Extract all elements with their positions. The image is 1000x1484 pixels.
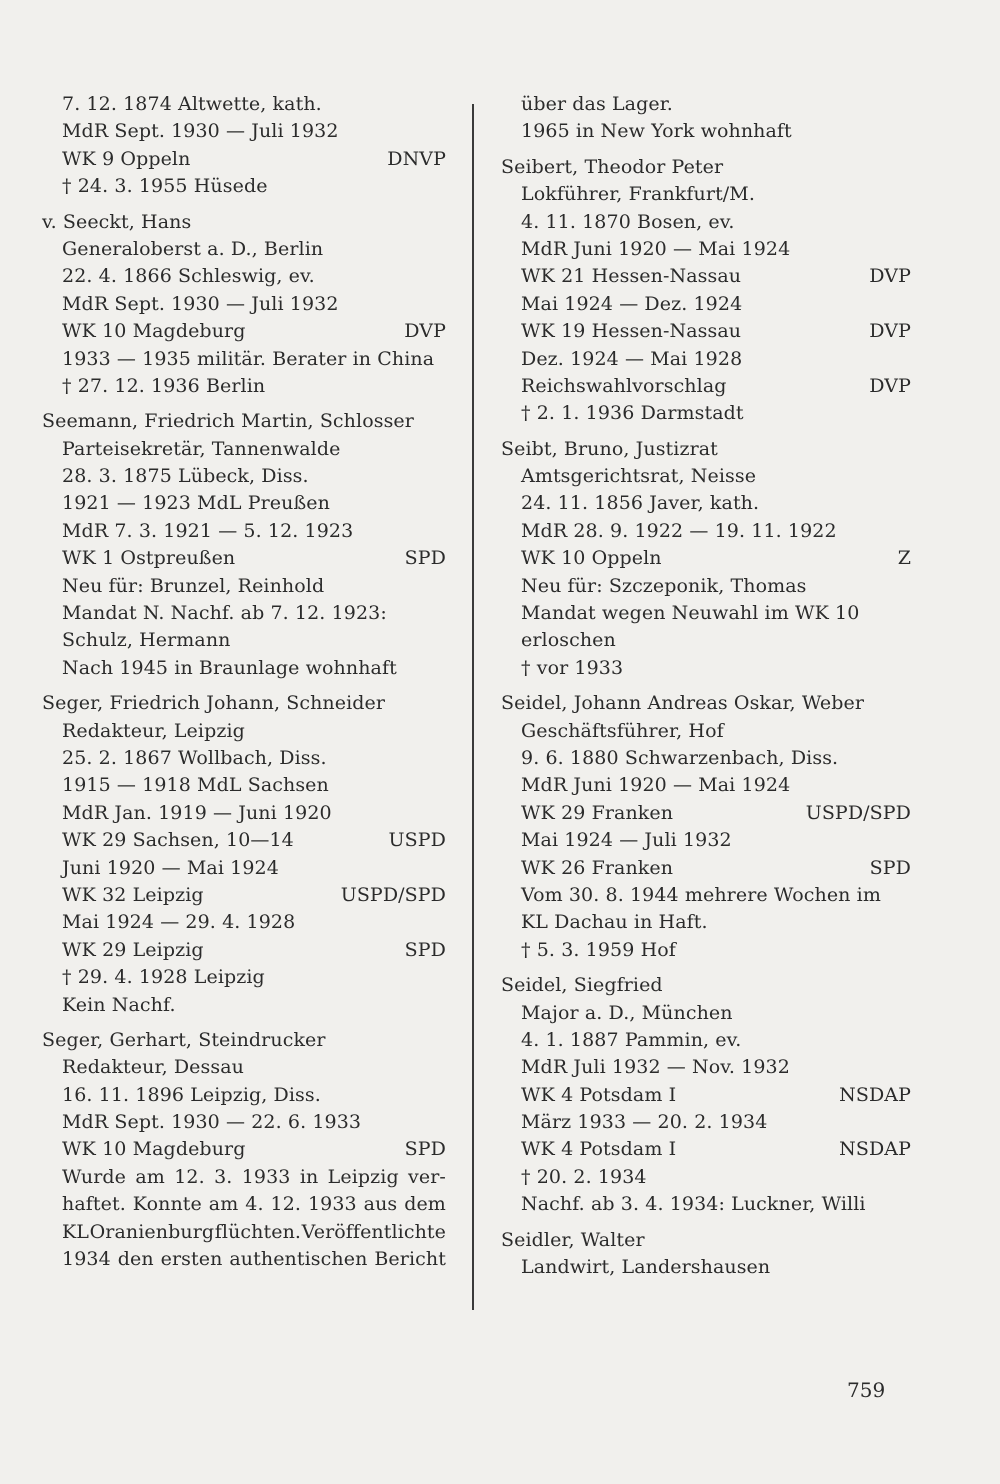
entry-line — [501, 1054, 911, 1081]
party-label: USPD/SPD — [805, 801, 911, 824]
line-text: 25. 2. 1867 Wollbach, Diss. — [62, 746, 327, 769]
entry-line — [501, 1000, 911, 1027]
line-text: 1921 — 1923 MdL Preußen — [62, 492, 330, 515]
entry-line — [501, 937, 911, 964]
entry-name — [501, 154, 911, 181]
line-text: Vom 30. 8. 1944 mehrere Wochen im — [521, 883, 881, 906]
biography-entry — [42, 91, 446, 201]
line-text: 22. 4. 1866 Schleswig, ev. — [62, 265, 315, 288]
line-text: WK 10 Magdeburg — [62, 320, 246, 343]
entry-line — [42, 772, 446, 799]
entry-line — [42, 463, 446, 490]
biography-entry — [42, 408, 446, 682]
line-text: Seger, Friedrich Johann, Schneider — [42, 692, 386, 715]
line-text: 1933 — 1935 militär. Berater in China — [62, 347, 435, 370]
entry-line — [42, 1191, 446, 1218]
entry-line — [501, 545, 911, 572]
party-label: DVP — [869, 374, 911, 397]
entry-line — [42, 373, 446, 400]
entry-line — [501, 1164, 911, 1191]
line-text: WK 4 Potsdam I — [521, 1083, 677, 1106]
entry-line — [501, 490, 911, 517]
justified-text: haftet. Konnte am 4. 12. 1933 aus dem — [62, 1193, 446, 1216]
entry-line — [42, 146, 446, 173]
line-text: 28. 3. 1875 Lübeck, Diss. — [62, 465, 309, 488]
entry-name — [42, 408, 446, 435]
line-text: WK 29 Leipzig — [62, 938, 204, 961]
entry-spacer — [42, 682, 446, 690]
line-text: 7. 12. 1874 Altwette, kath. — [62, 93, 322, 115]
entry-line — [42, 1164, 446, 1191]
party-label: NSDAP — [839, 1083, 911, 1106]
entry-line — [501, 400, 911, 427]
line-text: 24. 11. 1856 Javer, kath. — [521, 492, 760, 515]
party-label: USPD/SPD — [340, 883, 446, 906]
entry-line — [501, 263, 911, 290]
entry-line — [501, 118, 911, 145]
entry-spacer — [501, 964, 911, 972]
line-text: Dez. 1924 — Mai 1928 — [521, 347, 743, 370]
biography-entry — [501, 436, 911, 683]
entry-line — [501, 909, 911, 936]
line-text: März 1933 — 20. 2. 1934 — [521, 1111, 768, 1134]
entry-line — [501, 291, 911, 318]
entry-line — [42, 490, 446, 517]
entry-line — [501, 1109, 911, 1136]
entry-spacer — [42, 201, 446, 209]
entry-line — [501, 1191, 911, 1218]
entry-spacer — [501, 1219, 911, 1227]
page-number: 759 — [847, 1378, 886, 1402]
line-text: Nach 1945 in Braunlage wohnhaft — [62, 656, 397, 679]
line-text: 16. 11. 1896 Leipzig, Diss. — [62, 1083, 321, 1106]
entry-line — [42, 800, 446, 827]
entry-line — [42, 173, 446, 200]
entry-line — [501, 600, 911, 627]
line-text: Major a. D., München — [521, 1001, 733, 1024]
line-text: Landwirt, Landershausen — [521, 1256, 771, 1279]
biography-entry — [42, 1027, 446, 1274]
entry-spacer — [42, 1019, 446, 1027]
entry-line — [42, 1246, 446, 1273]
line-text: Mai 1924 — Dez. 1924 — [521, 292, 743, 315]
line-text: MdR 28. 9. 1922 — 19. 11. 1922 — [521, 519, 837, 542]
line-text: Parteisekretär, Tannenwalde — [62, 437, 341, 460]
entry-line — [42, 1109, 446, 1136]
line-text: KL Dachau in Haft. — [521, 911, 708, 934]
line-text: WK 29 Franken — [521, 801, 674, 824]
entry-line — [42, 992, 446, 1019]
entry-name — [42, 1027, 446, 1054]
entry-line — [42, 346, 446, 373]
party-label: DNVP — [387, 147, 446, 170]
line-text: Redakteur, Dessau — [62, 1056, 244, 1079]
line-text: Reichswahlvorschlag — [521, 374, 727, 397]
entry-name — [42, 690, 446, 717]
line-text: Mandat wegen Neuwahl im WK 10 — [521, 602, 860, 625]
line-text: Seidel, Siegfried — [501, 974, 663, 997]
line-text: 1915 — 1918 MdL Sachsen — [62, 774, 329, 797]
entry-line — [501, 827, 911, 854]
line-text: WK 26 Franken — [521, 856, 674, 879]
line-text: † 2. 1. 1936 Darmstadt — [521, 402, 744, 425]
party-label: SPD — [404, 1138, 446, 1161]
entry-line — [42, 1054, 446, 1081]
entry-line — [42, 718, 446, 745]
line-text: Generaloberst a. D., Berlin — [62, 237, 324, 260]
entry-name — [501, 436, 911, 463]
line-text: MdR Jan. 1919 — Juni 1920 — [62, 801, 332, 824]
line-text: WK 10 Oppeln — [521, 547, 662, 570]
line-text: Kein Nachf. — [62, 993, 176, 1016]
entry-line — [501, 800, 911, 827]
entry-line — [42, 91, 446, 118]
line-text: † 27. 12. 1936 Berlin — [62, 374, 266, 397]
party-label: SPD — [404, 938, 446, 961]
justified-text: KL Oranienburg flüchten. Veröffentlichte — [62, 1220, 446, 1243]
entry-line — [501, 627, 911, 654]
party-label: SPD — [869, 856, 911, 879]
entry-line — [501, 655, 911, 682]
entry-name — [42, 209, 446, 236]
justified-text: 1934 den ersten authentischen Bericht — [62, 1248, 446, 1271]
line-text: Juni 1920 — Mai 1924 — [62, 856, 279, 879]
party-label: DVP — [869, 265, 911, 288]
entry-line — [42, 263, 446, 290]
line-text: Schulz, Hermann — [62, 629, 231, 652]
entry-line — [42, 655, 446, 682]
entry-line — [501, 318, 911, 345]
line-text: WK 29 Sachsen, 10—14 — [62, 829, 294, 852]
party-label: NSDAP — [839, 1138, 911, 1161]
entry-line — [501, 181, 911, 208]
entry-line — [501, 346, 911, 373]
entry-line — [42, 909, 446, 936]
left-column — [42, 91, 446, 1273]
entry-line — [42, 573, 446, 600]
right-column — [501, 91, 911, 1281]
entry-line — [42, 118, 446, 145]
entry-line — [42, 436, 446, 463]
entry-line — [501, 1027, 911, 1054]
entry-line — [501, 209, 911, 236]
line-text: Nachf. ab 3. 4. 1934: Luckner, Willi — [521, 1193, 866, 1216]
entry-line — [42, 318, 446, 345]
party-label: USPD — [388, 829, 446, 852]
line-text: Seidler, Walter — [501, 1228, 645, 1251]
line-text: MdR Sept. 1930 — 22. 6. 1933 — [62, 1111, 362, 1134]
column-divider — [472, 104, 474, 1310]
line-text: MdR Juni 1920 — Mai 1924 — [521, 237, 791, 260]
entry-spacer — [501, 146, 911, 154]
entry-line — [501, 463, 911, 490]
line-text: 4. 1. 1887 Pammin, ev. — [521, 1028, 742, 1051]
entry-line — [42, 545, 446, 572]
line-text: Seibert, Theodor Peter — [501, 155, 724, 178]
entry-line — [42, 1136, 446, 1163]
entry-line — [501, 236, 911, 263]
line-text: † vor 1933 — [521, 656, 624, 679]
entry-name — [501, 690, 911, 717]
line-text: Seger, Gerhart, Steindrucker — [42, 1028, 326, 1051]
line-text: 9. 6. 1880 Schwarzenbach, Diss. — [521, 746, 839, 769]
line-text: v. Seeckt, Hans — [42, 210, 192, 233]
party-label: SPD — [404, 547, 446, 570]
entry-line — [42, 1082, 446, 1109]
biography-entry — [42, 209, 446, 401]
line-text: † 24. 3. 1955 Hüsede — [62, 175, 268, 198]
line-text: MdR 7. 3. 1921 — 5. 12. 1923 — [62, 519, 354, 542]
justified-text: Wurde am 12. 3. 1933 in Leipzig ver- — [62, 1165, 446, 1188]
biography-entry — [42, 690, 446, 1019]
line-text: Seemann, Friedrich Martin, Schlosser — [42, 410, 414, 433]
entry-line — [501, 745, 911, 772]
entry-line — [42, 627, 446, 654]
entry-line — [42, 964, 446, 991]
line-text: WK 4 Potsdam I — [521, 1138, 677, 1161]
biography-entry — [501, 1227, 911, 1282]
entry-line — [501, 91, 911, 118]
line-text: MdR Juni 1920 — Mai 1924 — [521, 774, 791, 797]
entry-line — [501, 1254, 911, 1281]
line-text: über das Lager. — [521, 93, 673, 115]
entry-line — [42, 518, 446, 545]
entry-spacer — [42, 400, 446, 408]
entry-line — [42, 882, 446, 909]
biography-entry — [501, 972, 911, 1219]
entry-line — [501, 518, 911, 545]
line-text: Neu für: Brunzel, Reinhold — [62, 574, 325, 597]
line-text: Geschäftsführer, Hof — [521, 719, 724, 742]
line-text: WK 32 Leipzig — [62, 883, 204, 906]
line-text: † 5. 3. 1959 Hof — [521, 938, 676, 961]
entry-name — [501, 972, 911, 999]
line-text: erloschen — [521, 629, 616, 652]
entry-line — [42, 291, 446, 318]
line-text: Neu für: Szczeponik, Thomas — [521, 574, 807, 597]
entry-line — [501, 573, 911, 600]
line-text: WK 19 Hessen-Nassau — [521, 320, 742, 343]
entry-line — [501, 882, 911, 909]
entry-line — [501, 718, 911, 745]
line-text: WK 10 Magdeburg — [62, 1138, 246, 1161]
entry-line — [42, 745, 446, 772]
biography-entry — [501, 91, 911, 146]
entry-line — [42, 827, 446, 854]
line-text: † 29. 4. 1928 Leipzig — [62, 966, 265, 989]
line-text: 1965 in New York wohnhaft — [521, 120, 792, 143]
entry-spacer — [501, 428, 911, 436]
entry-line — [501, 772, 911, 799]
entry-line — [501, 373, 911, 400]
line-text: † 20. 2. 1934 — [521, 1165, 647, 1188]
line-text: Redakteur, Leipzig — [62, 719, 245, 742]
line-text: Lokführer, Frankfurt/M. — [521, 183, 756, 206]
line-text: Mai 1924 — Juli 1932 — [521, 829, 732, 852]
line-text: MdR Juli 1932 — Nov. 1932 — [521, 1056, 790, 1079]
entry-line — [42, 1219, 446, 1246]
line-text: WK 21 Hessen-Nassau — [521, 265, 742, 288]
entry-line — [501, 1136, 911, 1163]
entry-spacer — [501, 682, 911, 690]
line-text: WK 1 Ostpreußen — [62, 547, 236, 570]
biography-entry — [501, 154, 911, 428]
entry-line — [501, 1082, 911, 1109]
line-text: Mandat N. Nachf. ab 7. 12. 1923: — [62, 602, 387, 625]
party-label: DVP — [404, 320, 446, 343]
entry-line — [42, 937, 446, 964]
line-text: 4. 11. 1870 Bosen, ev. — [521, 210, 735, 233]
entry-line — [42, 236, 446, 263]
line-text: Amtsgerichtsrat, Neisse — [521, 465, 757, 488]
entry-line — [42, 855, 446, 882]
biography-entry — [501, 690, 911, 964]
line-text: Mai 1924 — 29. 4. 1928 — [62, 911, 296, 934]
line-text: Seibt, Bruno, Justizrat — [501, 437, 718, 460]
party-label: DVP — [869, 320, 911, 343]
line-text: MdR Sept. 1930 — Juli 1932 — [62, 292, 339, 315]
entry-line — [42, 600, 446, 627]
party-label: Z — [897, 547, 911, 570]
line-text: MdR Sept. 1930 — Juli 1932 — [62, 120, 339, 143]
entry-line — [501, 855, 911, 882]
line-text: Seidel, Johann Andreas Oskar, Weber — [501, 692, 865, 715]
entry-name — [501, 1227, 911, 1254]
line-text: WK 9 Oppeln — [62, 147, 191, 170]
